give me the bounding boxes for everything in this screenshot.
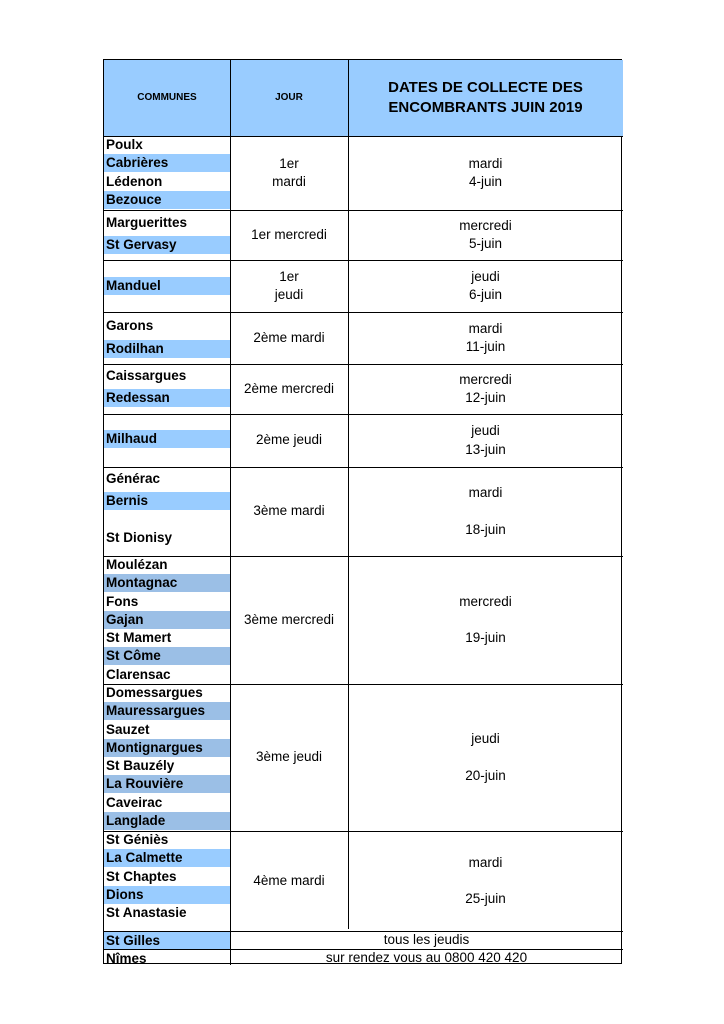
date-weekday: jeudi <box>471 423 500 438</box>
commune-name: Générac <box>106 471 161 486</box>
date-day: 13-juin <box>465 441 506 457</box>
commune-name: St Géniès <box>106 832 169 847</box>
column-divider-2 <box>348 60 349 929</box>
commune-name: St Chaptes <box>106 869 177 884</box>
date-weekday: mercredi <box>459 217 512 233</box>
header-jour <box>230 60 348 136</box>
commune-name: Fons <box>106 594 139 609</box>
date-cell <box>348 831 623 931</box>
jour-cell <box>230 684 348 831</box>
commune-name: St Anastasie <box>106 905 187 920</box>
commune-name: Domessargues <box>106 685 203 700</box>
commune-name: Bernis <box>104 492 230 510</box>
date-day: 11-juin <box>465 339 506 354</box>
date-cell <box>348 136 623 210</box>
date-cell <box>348 556 623 684</box>
commune-name: Moulézan <box>106 557 168 572</box>
commune-name: St Dionisy <box>106 530 173 545</box>
date-day: 25-juin <box>465 891 506 906</box>
date-day: 5-juin <box>468 236 503 251</box>
commune-name: Lédenon <box>106 174 163 189</box>
jour-text: 2ème jeudi <box>255 432 323 448</box>
commune-name: La Calmette <box>104 849 230 867</box>
date-weekday: mardi <box>468 854 503 870</box>
commune-name: St Gervasy <box>104 236 230 254</box>
jour-text: 1er <box>279 268 299 284</box>
header-dates-line2: ENCOMBRANTS JUIN 2019 <box>388 99 583 116</box>
commune-name: Dions <box>104 886 230 904</box>
date-weekday: mardi <box>468 320 503 336</box>
jour-cell <box>230 312 348 364</box>
commune-name: Clarensac <box>106 667 171 682</box>
jour-cell <box>230 556 348 684</box>
jour-cell <box>230 467 348 556</box>
commune-name: Poulx <box>106 137 143 152</box>
jour-cell <box>230 831 348 931</box>
date-weekday: mardi <box>468 155 503 171</box>
date-weekday: jeudi <box>471 268 500 284</box>
jour-text: jeudi <box>274 287 304 302</box>
commune-name: Cabrières <box>104 154 230 172</box>
commune-name: Redessan <box>104 389 230 407</box>
header-dates-line1: DATES DE COLLECTE DES <box>388 79 583 96</box>
commune-name: Milhaud <box>104 430 230 448</box>
jour-text: 2ème mardi <box>253 329 325 345</box>
jour-cell <box>230 210 348 260</box>
jour-text: 1er <box>279 155 299 171</box>
commune-name: Bezouce <box>104 191 230 209</box>
jour-text: mardi <box>272 174 306 189</box>
footer-info: tous les jeudis <box>383 931 470 947</box>
commune-name: Rodilhan <box>104 340 230 358</box>
header-dates <box>348 60 623 136</box>
date-cell <box>348 210 623 260</box>
jour-cell <box>230 414 348 467</box>
footer-commune: St Gilles <box>104 932 230 950</box>
commune-name: St Côme <box>104 647 230 665</box>
commune-name: Marguerittes <box>106 215 188 230</box>
jour-cell <box>230 364 348 414</box>
header-jour-label: JOUR <box>275 91 303 103</box>
commune-name: Langlade <box>104 812 230 830</box>
date-day: 4-juin <box>468 174 503 189</box>
date-day: 18-juin <box>465 521 506 537</box>
date-cell <box>348 260 623 312</box>
commune-name: Caveirac <box>106 795 163 810</box>
date-cell <box>348 467 623 556</box>
date-weekday: mardi <box>468 485 503 500</box>
commune-name: Mauressargues <box>104 702 230 720</box>
header-communes <box>104 60 230 136</box>
jour-text: 4ème mardi <box>253 872 325 888</box>
commune-name: St Bauzély <box>106 758 175 773</box>
jour-cell <box>230 136 348 210</box>
date-day: 12-juin <box>465 390 506 405</box>
jour-text: 3ème mardi <box>253 503 325 519</box>
jour-text: 2ème mercredi <box>243 380 335 396</box>
date-cell <box>348 414 623 467</box>
jour-text: 3ème jeudi <box>255 749 323 765</box>
date-weekday: mercredi <box>459 593 512 609</box>
date-weekday: mercredi <box>459 371 512 387</box>
commune-name: Garons <box>106 318 154 333</box>
date-cell <box>348 364 623 414</box>
commune-name: Manduel <box>104 277 230 295</box>
collection-table <box>103 59 622 964</box>
commune-name: La Rouvière <box>104 775 230 793</box>
commune-name: Sauzet <box>106 722 150 737</box>
commune-name: Montignargues <box>104 739 230 757</box>
date-day: 19-juin <box>465 630 506 645</box>
commune-name: Montagnac <box>104 574 230 592</box>
jour-text: 3ème mercredi <box>243 611 335 627</box>
jour-cell <box>230 260 348 312</box>
commune-name: Caissargues <box>106 368 187 383</box>
commune-name: Gajan <box>104 611 230 629</box>
date-day: 6-juin <box>468 287 503 302</box>
commune-name: St Mamert <box>106 630 172 645</box>
footer-commune: Nîmes <box>106 951 147 966</box>
date-cell <box>348 684 623 831</box>
date-weekday: jeudi <box>471 731 500 746</box>
column-divider-1 <box>230 60 231 965</box>
date-day: 20-juin <box>465 767 506 783</box>
header-communes-label: COMMUNES <box>137 91 197 103</box>
footer-info: sur rendez vous au 0800 420 420 <box>325 949 528 965</box>
date-cell <box>348 312 623 364</box>
jour-text: 1er mercredi <box>251 226 327 242</box>
